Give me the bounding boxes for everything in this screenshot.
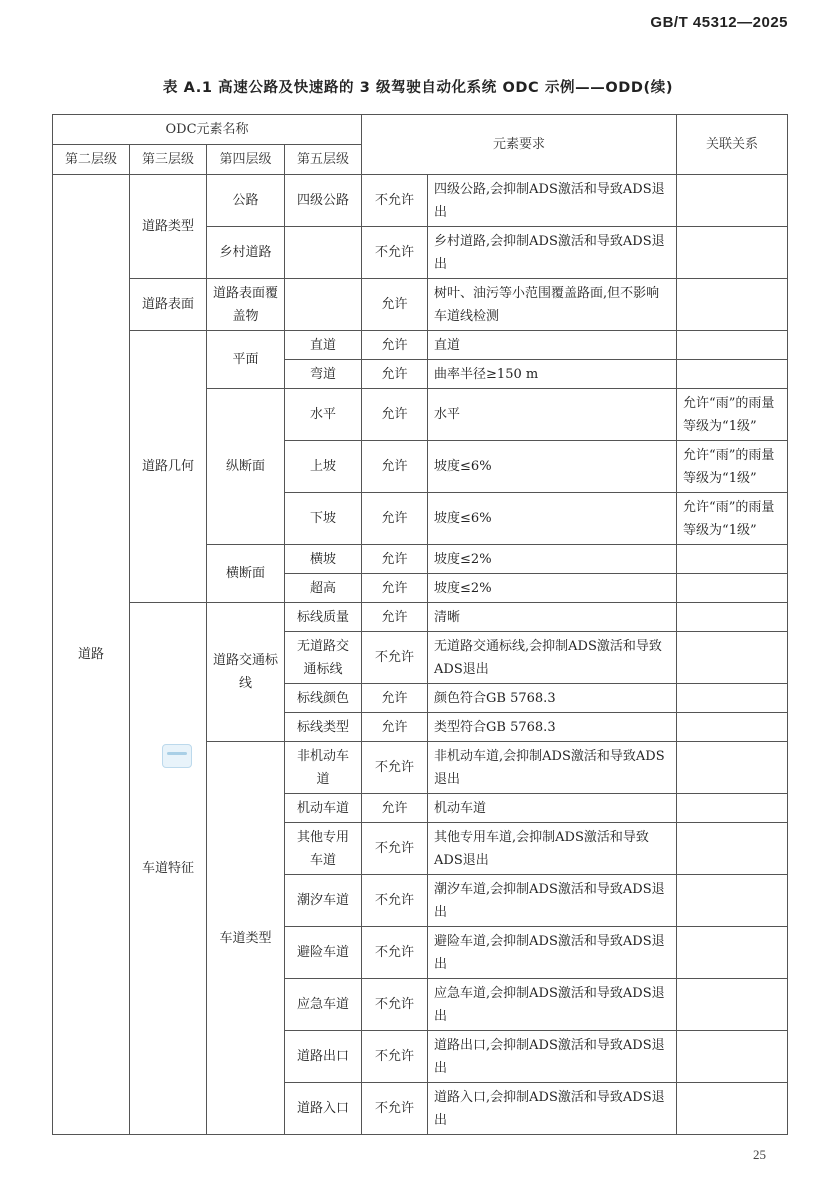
allow-cell: 允许 bbox=[362, 441, 428, 493]
relation-cell bbox=[677, 823, 788, 875]
allow-cell: 允许 bbox=[362, 713, 428, 742]
requirement-cell: 直道 bbox=[428, 331, 677, 360]
allow-cell: 允许 bbox=[362, 331, 428, 360]
level5-cell: 四级公路 bbox=[285, 175, 362, 227]
requirement-cell: 其他专用车道,会抑制ADS激活和导致ADS退出 bbox=[428, 823, 677, 875]
level5-cell bbox=[285, 227, 362, 279]
table-row bbox=[53, 279, 788, 331]
level3-road-surface: 道路表面 bbox=[130, 279, 207, 331]
relation-cell bbox=[677, 360, 788, 389]
relation-cell bbox=[677, 331, 788, 360]
level4-cross: 横断面 bbox=[207, 545, 285, 603]
level3-geometry: 道路几何 bbox=[130, 331, 207, 603]
level5-cell: 潮汐车道 bbox=[285, 875, 362, 927]
requirement-cell: 四级公路,会抑制ADS激活和导致ADS退出 bbox=[428, 175, 677, 227]
allow-cell: 不允许 bbox=[362, 1031, 428, 1083]
allow-cell: 不允许 bbox=[362, 227, 428, 279]
level4-rural-road: 乡村道路 bbox=[207, 227, 285, 279]
level5-cell: 标线质量 bbox=[285, 603, 362, 632]
level5-cell: 标线颜色 bbox=[285, 684, 362, 713]
requirement-cell: 坡度≤6% bbox=[428, 493, 677, 545]
requirement-cell: 树叶、油污等小范围覆盖路面,但不影响车道线检测 bbox=[428, 279, 677, 331]
relation-cell bbox=[677, 227, 788, 279]
level5-cell: 无道路交通标线 bbox=[285, 632, 362, 684]
page-number: 25 bbox=[753, 1147, 766, 1162]
relation-cell: 允许“雨”的雨量等级为“1级” bbox=[677, 389, 788, 441]
level5-cell: 道路出口 bbox=[285, 1031, 362, 1083]
requirement-cell: 乡村道路,会抑制ADS激活和导致ADS退出 bbox=[428, 227, 677, 279]
level2-road: 道路 bbox=[53, 175, 130, 1135]
level5-cell: 上坡 bbox=[285, 441, 362, 493]
allow-cell: 允许 bbox=[362, 603, 428, 632]
level5-cell: 非机动车道 bbox=[285, 742, 362, 794]
level5-cell: 其他专用车道 bbox=[285, 823, 362, 875]
allow-cell: 不允许 bbox=[362, 927, 428, 979]
level3-road-type: 道路类型 bbox=[130, 175, 207, 279]
requirement-cell: 曲率半径≥150 m bbox=[428, 360, 677, 389]
requirement-cell: 坡度≤2% bbox=[428, 545, 677, 574]
header-element-name: ODC元素名称 bbox=[53, 115, 362, 145]
requirement-cell: 非机动车道,会抑制ADS激活和导致ADS退出 bbox=[428, 742, 677, 794]
level4-plane: 平面 bbox=[207, 331, 285, 389]
header-level2: 第二层级 bbox=[53, 145, 130, 175]
table-row bbox=[53, 331, 788, 360]
requirement-cell: 机动车道 bbox=[428, 794, 677, 823]
level5-cell: 标线类型 bbox=[285, 713, 362, 742]
relation-cell bbox=[677, 574, 788, 603]
requirement-cell: 无道路交通标线,会抑制ADS激活和导致ADS退出 bbox=[428, 632, 677, 684]
allow-cell: 不允许 bbox=[362, 742, 428, 794]
level5-cell: 下坡 bbox=[285, 493, 362, 545]
requirement-cell: 类型符合GB 5768.3 bbox=[428, 713, 677, 742]
requirement-cell: 潮汐车道,会抑制ADS激活和导致ADS退出 bbox=[428, 875, 677, 927]
allow-cell: 允许 bbox=[362, 360, 428, 389]
level5-cell: 弯道 bbox=[285, 360, 362, 389]
relation-cell bbox=[677, 279, 788, 331]
header-requirement: 元素要求 bbox=[362, 115, 677, 175]
requirement-cell: 清晰 bbox=[428, 603, 677, 632]
level5-cell: 水平 bbox=[285, 389, 362, 441]
level4-marking: 道路交通标线 bbox=[207, 603, 285, 742]
relation-cell bbox=[677, 175, 788, 227]
relation-cell bbox=[677, 545, 788, 574]
relation-cell: 允许“雨”的雨量等级为“1级” bbox=[677, 441, 788, 493]
allow-cell: 不允许 bbox=[362, 979, 428, 1031]
requirement-cell: 颜色符合GB 5768.3 bbox=[428, 684, 677, 713]
relation-cell bbox=[677, 1083, 788, 1135]
watermark-logo bbox=[162, 744, 192, 768]
allow-cell: 不允许 bbox=[362, 823, 428, 875]
allow-cell: 允许 bbox=[362, 389, 428, 441]
allow-cell: 不允许 bbox=[362, 875, 428, 927]
level3-lane-feature: 车道特征 bbox=[130, 603, 207, 1135]
allow-cell: 允许 bbox=[362, 493, 428, 545]
relation-cell bbox=[677, 603, 788, 632]
header-level4: 第四层级 bbox=[207, 145, 285, 175]
allow-cell: 允许 bbox=[362, 794, 428, 823]
allow-cell: 允许 bbox=[362, 279, 428, 331]
allow-cell: 允许 bbox=[362, 574, 428, 603]
requirement-cell: 坡度≤2% bbox=[428, 574, 677, 603]
relation-cell bbox=[677, 742, 788, 794]
relation-cell bbox=[677, 979, 788, 1031]
header-row bbox=[53, 115, 788, 145]
level4-lane-type: 车道类型 bbox=[207, 742, 285, 1135]
odd-table bbox=[52, 114, 788, 1135]
allow-cell: 允许 bbox=[362, 684, 428, 713]
level5-cell: 直道 bbox=[285, 331, 362, 360]
relation-cell bbox=[677, 1031, 788, 1083]
header-level5: 第五层级 bbox=[285, 145, 362, 175]
requirement-cell: 道路入口,会抑制ADS激活和导致ADS退出 bbox=[428, 1083, 677, 1135]
standard-number: GB/T 45312—2025 bbox=[650, 14, 788, 31]
relation-cell bbox=[677, 632, 788, 684]
requirement-cell: 避险车道,会抑制ADS激活和导致ADS退出 bbox=[428, 927, 677, 979]
relation-cell bbox=[677, 684, 788, 713]
allow-cell: 不允许 bbox=[362, 632, 428, 684]
allow-cell: 允许 bbox=[362, 545, 428, 574]
relation-cell bbox=[677, 875, 788, 927]
level5-cell bbox=[285, 279, 362, 331]
requirement-cell: 水平 bbox=[428, 389, 677, 441]
level5-cell: 避险车道 bbox=[285, 927, 362, 979]
level5-cell: 道路入口 bbox=[285, 1083, 362, 1135]
requirement-cell: 应急车道,会抑制ADS激活和导致ADS退出 bbox=[428, 979, 677, 1031]
requirement-cell: 道路出口,会抑制ADS激活和导致ADS退出 bbox=[428, 1031, 677, 1083]
allow-cell: 不允许 bbox=[362, 1083, 428, 1135]
level5-cell: 机动车道 bbox=[285, 794, 362, 823]
header-level3: 第三层级 bbox=[130, 145, 207, 175]
requirement-cell: 坡度≤6% bbox=[428, 441, 677, 493]
table-row bbox=[53, 603, 788, 632]
relation-cell: 允许“雨”的雨量等级为“1级” bbox=[677, 493, 788, 545]
allow-cell: 不允许 bbox=[362, 175, 428, 227]
relation-cell bbox=[677, 927, 788, 979]
header-relation: 关联关系 bbox=[677, 115, 788, 175]
level4-longitudinal: 纵断面 bbox=[207, 389, 285, 545]
level4-highway: 公路 bbox=[207, 175, 285, 227]
level5-cell: 超高 bbox=[285, 574, 362, 603]
table-row bbox=[53, 175, 788, 227]
relation-cell bbox=[677, 794, 788, 823]
table-caption: 表 A.1 高速公路及快速路的 3 级驾驶自动化系统 ODC 示例——ODD(续) bbox=[162, 80, 674, 96]
level5-cell: 应急车道 bbox=[285, 979, 362, 1031]
level5-cell: 横坡 bbox=[285, 545, 362, 574]
level4-surface-cover: 道路表面覆盖物 bbox=[207, 279, 285, 331]
relation-cell bbox=[677, 713, 788, 742]
